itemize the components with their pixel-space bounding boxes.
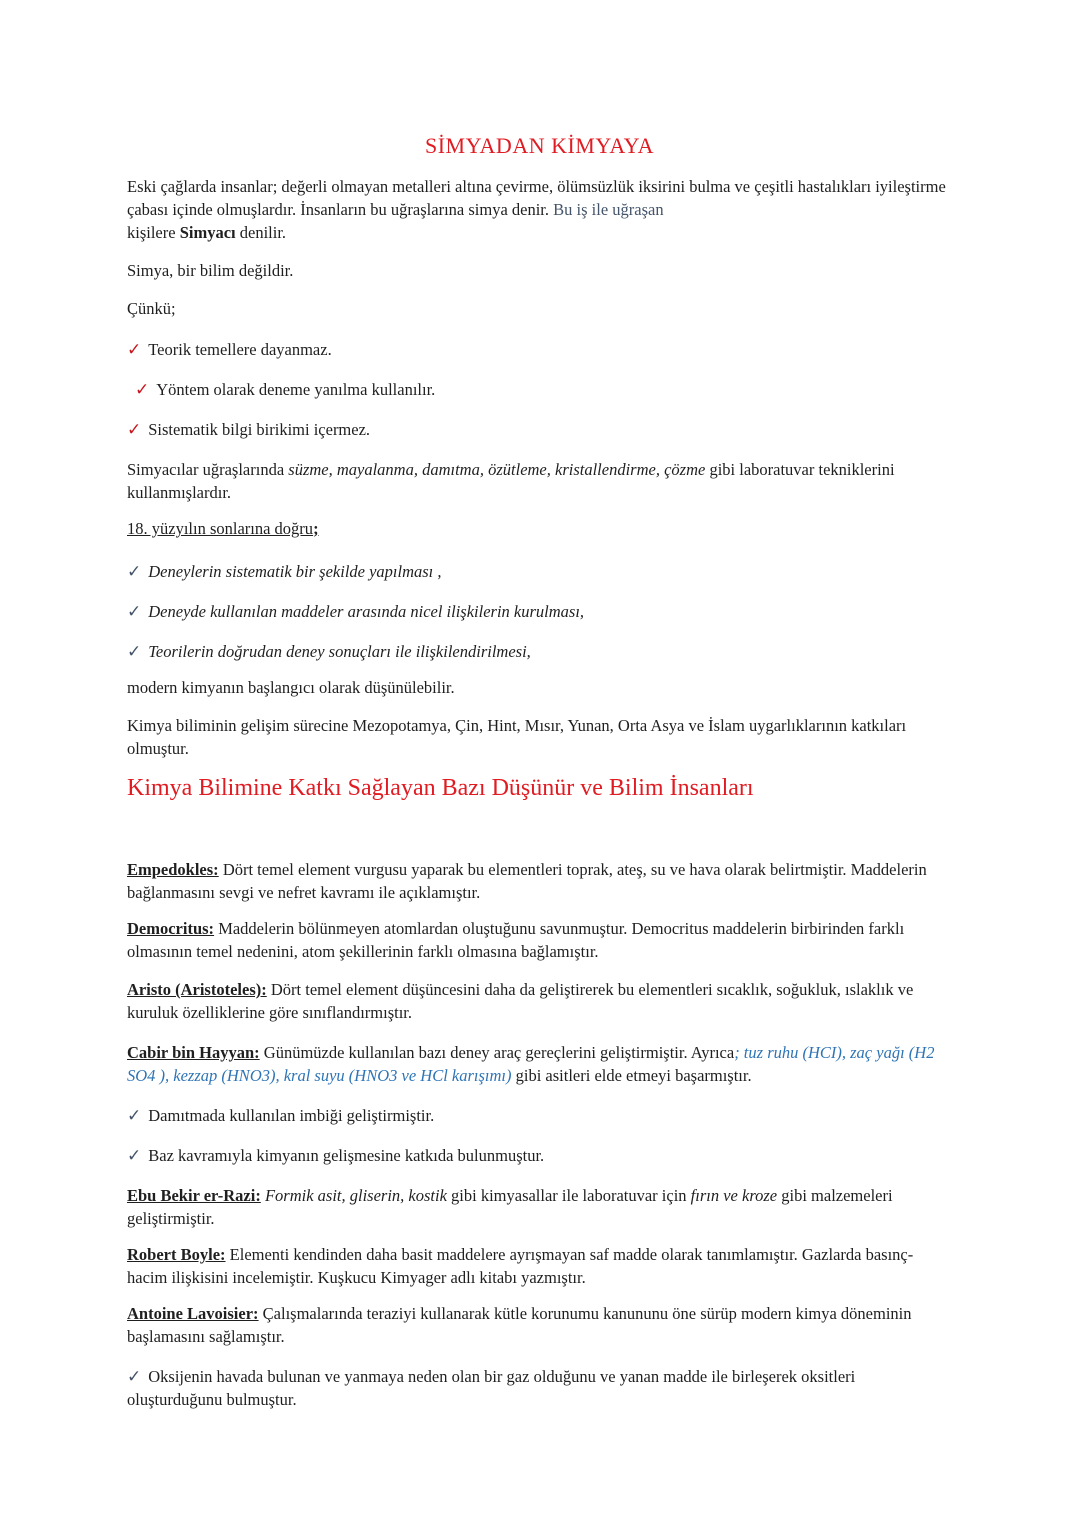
century-heading	[127, 517, 952, 540]
techniques-list: süzme, mayalanma, damıtma, özütleme, kristallendirme, çözme	[288, 460, 706, 479]
century-heading-text: 18. yüzyılın sonlarına doğru	[127, 519, 314, 538]
alchemy-check-item	[127, 378, 952, 401]
document-title: SİMYADAN KİMYAYA	[424, 133, 655, 158]
equipment-names: fırın ve kroze	[690, 1186, 778, 1205]
check-text: Yöntem olarak deneme yanılma kullanılır.	[156, 380, 436, 399]
check-text: Teorik temellere dayanmaz.	[148, 340, 332, 359]
intro-text: kişilere	[127, 223, 180, 242]
scientist-name: Robert Boyle:	[127, 1245, 226, 1264]
intro-text: denilir.	[235, 223, 287, 242]
checkmark-icon: ✓	[127, 642, 142, 661]
checkmark-icon: ✓	[127, 602, 142, 621]
check-text: Deneylerin sistematik bir şekilde yapılması ,	[148, 562, 442, 581]
scientist-boyle	[127, 1243, 952, 1289]
check-text: Deneyde kullanılan maddeler arasında nicel ilişkilerin kurulması,	[148, 602, 585, 621]
century-check-item	[127, 640, 952, 663]
scientist-aristo	[127, 978, 952, 1024]
scientist-name: Ebu Bekir er-Razi:	[127, 1186, 261, 1205]
intro-text: Eski çağlarda insanlar; değerli olmayan metalleri altına çevirme, ölümsüzlük iksirini bulma ve çeşitli hastalıkları iyileştirme çabası içinde olmuşlardır. İnsanların bu uğraşlarına simya denir.	[127, 177, 946, 219]
intro-text-slate: Bu iş ile uğraşan	[553, 200, 664, 219]
check-text: Baz kavramıyla kimyanın gelişmesine katkıda bulunmuştur.	[148, 1146, 545, 1165]
scientist-democritus	[127, 917, 952, 963]
checkmark-icon: ✓	[127, 340, 142, 359]
scientist-lavoisier	[127, 1302, 952, 1348]
scientist-name: Aristo (Aristoteles):	[127, 980, 267, 999]
scientist-name: Democritus:	[127, 919, 215, 938]
alchemy-check-item	[127, 418, 952, 441]
century-check-item	[127, 600, 952, 623]
scientist-empedokles	[127, 858, 952, 904]
civilizations-paragraph: Kimya biliminin gelişim sürecine Mezopotamya, Çin, Hint, Mısır, Yunan, Orta Asya ve İslam uygarlıklarının katkıları olmuştur.	[127, 716, 907, 758]
scientist-name: Cabir bin Hayyan:	[127, 1043, 260, 1062]
check-text: Oksijenin havada bulunan ve yanmaya neden olan bir gaz olduğunu ve yanan madde ile birleşerek oksitleri oluşturduğunu bulmuştur.	[127, 1367, 856, 1409]
checkmark-icon: ✓	[127, 562, 142, 581]
techniques-text: gibi laboratuvar tekniklerini kullanmışlardır.	[127, 460, 895, 502]
cabir-check-item	[127, 1104, 952, 1127]
not-science-statement: Simya, bir bilim değildir.	[127, 261, 294, 280]
scientist-desc: gibi malzemeleri geliştirmiştir.	[127, 1186, 893, 1228]
checkmark-icon: ✓	[127, 1367, 142, 1386]
scientist-desc: Dört temel element düşüncesini daha da geliştirerek bu elementleri sıcaklık, soğukluk, ıslaklık ve kuruluk özelliklerine göre sınıflandırmıştır.	[127, 980, 914, 1022]
scientist-desc: gibi asitleri elde etmeyi başarmıştır.	[511, 1066, 752, 1085]
checkmark-icon: ✓	[127, 1106, 142, 1125]
scientist-desc: Günümüzde kullanılan bazı deney araç gereçlerini geliştirmiştir. Ayrıca	[259, 1043, 735, 1062]
scientist-cabir	[127, 1041, 952, 1087]
techniques-paragraph	[127, 458, 952, 504]
scientist-name: Antoine Lavoisier:	[127, 1304, 259, 1323]
alchemy-check-item	[127, 338, 952, 361]
chemical-names: Formik asit, gliserin, kostik	[260, 1186, 447, 1205]
century-check-item	[127, 560, 952, 583]
cabir-check-item	[127, 1144, 952, 1167]
checkmark-icon: ✓	[127, 1146, 142, 1165]
because-label: Çünkü;	[127, 299, 176, 318]
intro-paragraph	[127, 175, 952, 244]
scientist-desc: Çalışmalarında teraziyi kullanarak kütle korunumu kanununu öne sürüp modern kimya döneminin başlamasını sağlamıştır.	[127, 1304, 912, 1346]
check-text: Teorilerin doğrudan deney sonuçları ile ilişkilendirilmesi,	[148, 642, 531, 661]
century-closing: modern kimyanın başlangıcı olarak düşünülebilir.	[127, 678, 455, 697]
checkmark-icon: ✓	[127, 420, 142, 439]
scientist-desc: Elementi kendinden daha basit maddelere ayrışmayan saf madde olarak tanımlamıştır. Gazlarda basınç-hacim ilişkisini incelemiştir. Kuşkucu Kimyager adlı kitabı yazmıştır.	[127, 1245, 914, 1287]
techniques-text: Simyacılar uğraşlarında	[127, 460, 289, 479]
scientist-name: Empedokles:	[127, 860, 219, 879]
century-heading-semicolon: ;	[313, 519, 319, 538]
checkmark-icon: ✓	[135, 380, 150, 399]
acid-names: ; tuz ruhu (HCI), zaç yağı (H2 SO4 ), kezzap (HNO3), kral suyu (HNO3 ve HCl karışımı)	[127, 1043, 935, 1085]
scientist-desc: gibi kimyasallar ile laboratuvar için	[446, 1186, 691, 1205]
section-heading: Kimya Bilimine Katkı Sağlayan Bazı Düşünür ve Bilim İnsanları	[127, 775, 754, 801]
lavoisier-check-item	[127, 1365, 952, 1411]
check-text: Sistematik bilgi birikimi içermez.	[148, 420, 371, 439]
check-text: Damıtmada kullanılan imbiği geliştirmiştir.	[148, 1106, 435, 1125]
scientist-razi	[127, 1184, 952, 1230]
scientist-desc: Dört temel element vurgusu yaparak bu elementleri toprak, ateş, su ve hava olarak belirtmiştir. Maddelerin bağlanmasını sevgi ve nefret kavramı ile açıklamıştır.	[127, 860, 927, 902]
simyaci-term: Simyacı	[179, 223, 236, 242]
scientist-desc: Maddelerin bölünmeyen atomlardan oluştuğunu savunmuştur. Democritus maddelerin birbirinden farklı olmasının temel nedenini, atom şekillerinin farklı olmasına bağlamıştır.	[127, 919, 905, 961]
